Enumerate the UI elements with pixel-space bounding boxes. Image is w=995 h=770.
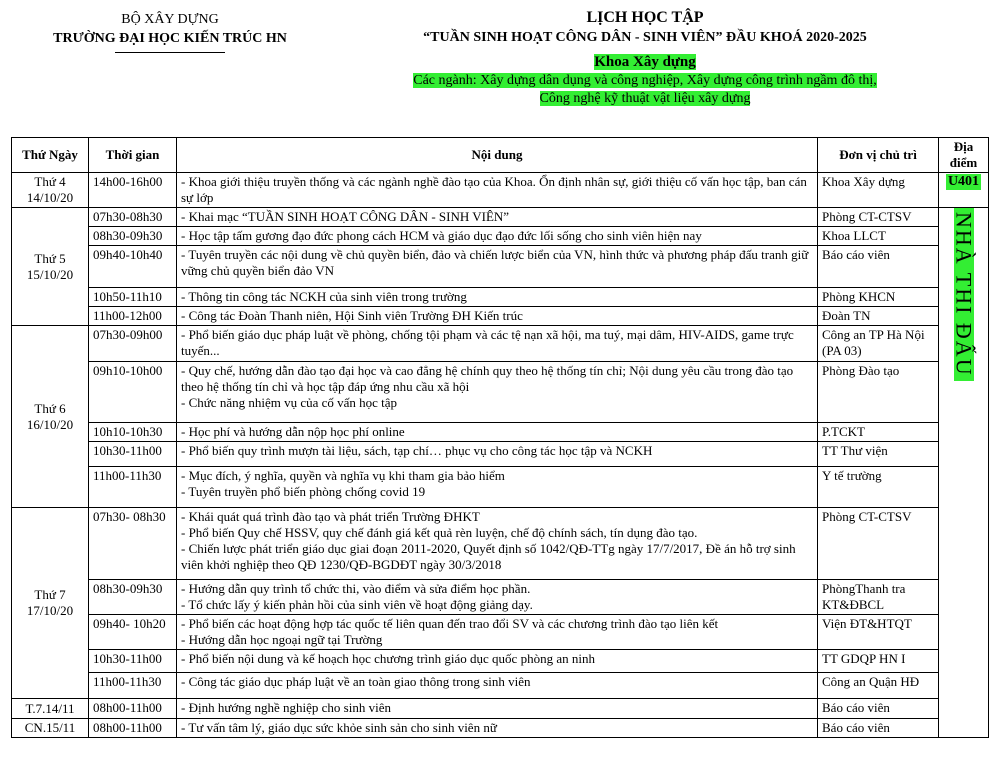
time-cell: 08h00-11h00 xyxy=(89,719,177,738)
table-row xyxy=(12,673,989,699)
unit-cell: Khoa Xây dựng xyxy=(818,173,939,208)
time-cell: 10h30-11h00 xyxy=(89,442,177,467)
table-row xyxy=(12,208,989,227)
time-cell: 09h40-10h40 xyxy=(89,246,177,288)
time-cell: 14h00-16h00 xyxy=(89,173,177,208)
unit-cell: Phòng KHCN xyxy=(818,288,939,307)
unit-cell: Báo cáo viên xyxy=(818,246,939,288)
table-row xyxy=(12,227,989,246)
day-cell: CN.15/11 xyxy=(12,719,89,738)
time-cell: 10h10-10h30 xyxy=(89,423,177,442)
unit-cell: Viện ĐT&HTQT xyxy=(818,615,939,650)
unit-cell: P.TCKT xyxy=(818,423,939,442)
content-line: - Phổ biến quy trình mượn tài liệu, sách, tạp chí… phục vụ cho công tác học tập và NCKH xyxy=(181,443,653,458)
content-line: - Thông tin công tác NCKH của sinh viên trong trường xyxy=(181,289,467,304)
content-cell xyxy=(177,442,818,467)
content-line: - Tư vấn tâm lý, giáo dục sức khỏe sinh sản cho sinh viên nữ xyxy=(181,720,497,735)
time-cell: 07h30-08h30 xyxy=(89,208,177,227)
table-row xyxy=(12,423,989,442)
content-line: - Phổ biến Quy chế HSSV, quy chế đánh giá kết quả rèn luyện, chế độ chính sách, tín dụng đào tạo. xyxy=(181,525,698,540)
content-line: - Tuyên truyền các nội dung về chủ quyền biển, đảo và chiến lược biển của VN, hình thức và phương pháp đấu tranh giữ vững chủ quyền biển đảo VN xyxy=(181,247,809,278)
content-cell xyxy=(177,615,818,650)
school-name: TRƯỜNG ĐẠI HỌC KIẾN TRÚC HN xyxy=(53,31,287,46)
content-line: - Khái quát quá trình đào tạo và phát triển Trường ĐHKT xyxy=(181,509,480,524)
table-row xyxy=(12,508,989,580)
time-cell: 10h30-11h00 xyxy=(89,650,177,673)
content-line: - Khai mạc “TUẦN SINH HOẠT CÔNG DÂN - SINH VIÊN” xyxy=(181,209,510,224)
content-line: - Phổ biến nội dung và kế hoạch học chương trình giáo dục quốc phòng an ninh xyxy=(181,651,595,666)
time-cell: 07h30- 08h30 xyxy=(89,508,177,580)
table-row xyxy=(12,442,989,467)
content-cell xyxy=(177,362,818,423)
time-cell: 08h00-11h00 xyxy=(89,699,177,719)
content-cell xyxy=(177,580,818,615)
unit-cell: Công an TP Hà Nội (PA 03) xyxy=(818,326,939,362)
content-cell xyxy=(177,326,818,362)
content-cell xyxy=(177,307,818,326)
content-cell xyxy=(177,423,818,442)
table-row xyxy=(12,246,989,288)
schedule-body xyxy=(12,173,989,738)
unit-cell: Báo cáo viên xyxy=(818,719,939,738)
header-day: Thứ Ngày xyxy=(12,138,89,173)
content-line: - Hướng dẫn học ngoại ngữ tại Trường xyxy=(181,632,383,647)
unit-cell: Đoàn TN xyxy=(818,307,939,326)
time-cell: 10h50-11h10 xyxy=(89,288,177,307)
time-cell: 11h00-11h30 xyxy=(89,467,177,508)
content-line: - Hướng dẫn quy trình tổ chức thi, vào điểm và sửa điểm học phần. xyxy=(181,581,531,596)
time-cell: 08h30-09h30 xyxy=(89,227,177,246)
content-cell xyxy=(177,208,818,227)
table-row xyxy=(12,650,989,673)
header-unit: Đơn vị chủ trì xyxy=(818,138,939,173)
content-line: - Quy chế, hướng dẫn đào tạo đại học và cao đẳng hệ chính quy theo hệ thống tín chỉ; Nội dung yêu cầu trong đào tạo theo hệ thống tín chỉ và học tập đáp ứng nhu cầu xã hội xyxy=(181,363,794,394)
unit-cell: PhòngThanh tra KT&ĐBCL xyxy=(818,580,939,615)
header-divider xyxy=(115,52,225,53)
table-row xyxy=(12,467,989,508)
venue-label: NHÀ THI ĐẤU xyxy=(954,208,974,381)
table-row xyxy=(12,173,989,208)
majors-line-1: Các ngành: Xây dựng dân dụng và công nghiệp, Xây dựng công trình ngầm đô thị, xyxy=(413,73,877,88)
content-line: - Khoa giới thiệu truyền thống và các ngành nghề đào tạo của Khoa. Ổn định nhân sự, giới thiệu cố vấn học tập, ban cán sự lớp xyxy=(181,174,807,205)
day-cell: Thứ 7 17/10/20 xyxy=(12,508,89,699)
header-content: Nội dung xyxy=(177,138,818,173)
table-row xyxy=(12,699,989,719)
content-line: - Chiến lược phát triển giáo dục giai đoạn 2011-2020, Quyết định số 1042/QĐ-TTg ngày 17/7/2017, Đề án hỗ trợ sinh viên khởi nghiệp theo QĐ 1230/QĐ-BGDĐT ngày 30/3/2018 xyxy=(181,541,796,572)
header-time: Thời gian xyxy=(89,138,177,173)
content-line: - Công tác giáo dục pháp luật về an toàn giao thông trong sinh viên xyxy=(181,674,531,689)
day-cell: Thứ 4 14/10/20 xyxy=(12,173,89,208)
content-cell xyxy=(177,246,818,288)
content-line: - Tổ chức lấy ý kiến phản hồi của sinh viên về hoạt động giảng dạy. xyxy=(181,597,533,612)
content-line: - Chức năng nhiệm vụ của cố vấn học tập xyxy=(181,395,398,410)
unit-cell: Phòng CT-CTSV xyxy=(818,508,939,580)
content-cell xyxy=(177,467,818,508)
day-cell: Thứ 6 16/10/20 xyxy=(12,326,89,508)
faculty-name: Khoa Xây dựng xyxy=(594,54,696,70)
time-cell: 07h30-09h00 xyxy=(89,326,177,362)
time-cell: 09h10-10h00 xyxy=(89,362,177,423)
day-cell: T.7.14/11 xyxy=(12,699,89,719)
table-row xyxy=(12,580,989,615)
time-cell: 11h00-11h30 xyxy=(89,673,177,699)
schedule-table xyxy=(11,137,989,738)
majors-line-2: Công nghệ kỹ thuật vật liệu xây dựng xyxy=(539,91,751,106)
time-cell: 11h00-12h00 xyxy=(89,307,177,326)
unit-cell: Báo cáo viên xyxy=(818,699,939,719)
content-cell xyxy=(177,673,818,699)
header-left xyxy=(30,10,310,53)
table-row xyxy=(12,615,989,650)
content-line: - Công tác Đoàn Thanh niên, Hội Sinh viên Trường ĐH Kiến trúc xyxy=(181,308,523,323)
content-line: - Định hướng nghề nghiệp cho sinh viên xyxy=(181,700,391,715)
ministry-name: BỘ XÂY DỰNG xyxy=(121,12,219,27)
content-line: - Mục đích, ý nghĩa, quyền và nghĩa vụ khi tham gia bảo hiểm xyxy=(181,468,505,483)
day-cell: Thứ 5 15/10/20 xyxy=(12,208,89,326)
venue-cell xyxy=(939,208,989,738)
time-cell: 09h40- 10h20 xyxy=(89,615,177,650)
content-line: - Học phí và hướng dẫn nộp học phí online xyxy=(181,424,405,439)
unit-cell: Khoa LLCT xyxy=(818,227,939,246)
unit-cell: TT Thư viện xyxy=(818,442,939,467)
header-right xyxy=(330,8,960,108)
room-badge: U401 xyxy=(947,174,980,189)
content-cell xyxy=(177,288,818,307)
content-line: - Tuyên truyền phổ biến phòng chống covid 19 xyxy=(181,484,426,499)
table-row xyxy=(12,326,989,362)
unit-cell: TT GDQP HN I xyxy=(818,650,939,673)
table-row xyxy=(12,362,989,423)
content-cell xyxy=(177,508,818,580)
content-cell xyxy=(177,719,818,738)
table-row xyxy=(12,307,989,326)
unit-cell: Công an Quận HĐ xyxy=(818,673,939,699)
page-title: LỊCH HỌC TẬP xyxy=(586,9,704,26)
unit-cell: Phòng Đào tạo xyxy=(818,362,939,423)
content-cell xyxy=(177,650,818,673)
page-subtitle: “TUẦN SINH HOẠT CÔNG DÂN - SINH VIÊN” ĐẦU KHOÁ 2020-2025 xyxy=(423,30,867,45)
unit-cell: Phòng CT-CTSV xyxy=(818,208,939,227)
content-line: - Phổ biến các hoạt động hợp tác quốc tế liên quan đến trao đổi SV và các chương trình đào tạo liên kết xyxy=(181,616,719,631)
table-row xyxy=(12,719,989,738)
content-cell xyxy=(177,227,818,246)
content-cell xyxy=(177,699,818,719)
header-venue: Địa điểm xyxy=(939,138,989,173)
time-cell: 08h30-09h30 xyxy=(89,580,177,615)
table-row xyxy=(12,288,989,307)
unit-cell: Y tế trường xyxy=(818,467,939,508)
venue-cell xyxy=(939,173,989,208)
content-cell xyxy=(177,173,818,208)
content-line: - Học tập tấm gương đạo đức phong cách HCM và giáo dục đạo đức lối sống cho sinh viên hiện nay xyxy=(181,228,702,243)
content-line: - Phổ biến giáo dục pháp luật về phòng, chống tội phạm và các tệ nạn xã hội, ma tuý, mại dâm, HIV-AIDS, game trực tuyến... xyxy=(181,327,794,358)
